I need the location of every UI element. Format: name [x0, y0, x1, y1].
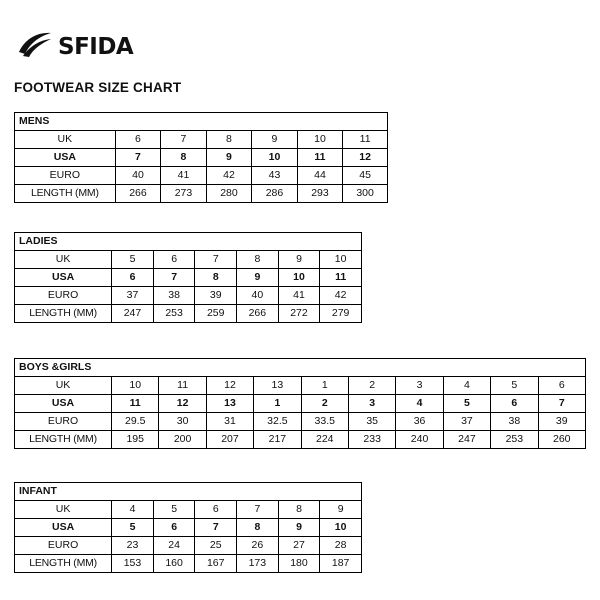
cell: 260 — [538, 431, 585, 449]
cell: 12 — [206, 377, 253, 395]
size-table-mens — [14, 112, 388, 203]
row-label: USA — [15, 149, 116, 167]
cell: 11 — [320, 269, 362, 287]
cell: 39 — [195, 287, 237, 305]
cell: 37 — [443, 413, 490, 431]
cell: 2 — [348, 377, 395, 395]
cell: 28 — [320, 537, 362, 555]
row-label: UK — [15, 251, 112, 269]
cell: 9 — [278, 519, 320, 537]
cell: 10 — [278, 269, 320, 287]
cell: 5 — [491, 377, 538, 395]
table-heading-row — [15, 233, 362, 251]
cell: 286 — [252, 185, 298, 203]
cell: 272 — [278, 305, 320, 323]
table-row — [15, 185, 388, 203]
cell: 6 — [153, 251, 195, 269]
cell: 10 — [320, 519, 362, 537]
cell: 7 — [161, 131, 207, 149]
cell: 9 — [278, 251, 320, 269]
cell: 40 — [115, 167, 161, 185]
cell: 280 — [206, 185, 252, 203]
cell: 42 — [206, 167, 252, 185]
cell: 1 — [301, 377, 348, 395]
cell: 6 — [195, 501, 237, 519]
cell: 9 — [320, 501, 362, 519]
cell: 11 — [297, 149, 343, 167]
table-heading: MENS — [15, 113, 388, 131]
cell: 247 — [443, 431, 490, 449]
table-row — [15, 501, 362, 519]
cell: 41 — [278, 287, 320, 305]
table-row — [15, 377, 586, 395]
cell: 266 — [115, 185, 161, 203]
table-row — [15, 251, 362, 269]
cell: 11 — [112, 395, 159, 413]
cell: 8 — [237, 251, 279, 269]
row-label: USA — [15, 519, 112, 537]
cell: 7 — [538, 395, 585, 413]
cell: 11 — [159, 377, 206, 395]
table-block-boys-girls — [14, 358, 586, 449]
cell: 233 — [348, 431, 395, 449]
cell: 38 — [491, 413, 538, 431]
row-label: UK — [15, 377, 112, 395]
row-label: EURO — [15, 537, 112, 555]
cell: 29.5 — [112, 413, 159, 431]
cell: 9 — [252, 131, 298, 149]
size-table-ladies — [14, 232, 362, 323]
cell: 25 — [195, 537, 237, 555]
cell: 11 — [343, 131, 388, 149]
cell: 37 — [112, 287, 154, 305]
cell: 7 — [115, 149, 161, 167]
cell: 266 — [237, 305, 279, 323]
size-table-boys-girls — [14, 358, 586, 449]
cell: 5 — [443, 395, 490, 413]
cell: 12 — [159, 395, 206, 413]
cell: 32.5 — [254, 413, 301, 431]
cell: 27 — [278, 537, 320, 555]
cell: 153 — [112, 555, 154, 573]
cell: 13 — [206, 395, 253, 413]
row-label: EURO — [15, 413, 112, 431]
cell: 35 — [348, 413, 395, 431]
table-block-mens — [14, 112, 388, 203]
cell: 45 — [343, 167, 388, 185]
cell: 5 — [112, 251, 154, 269]
cell: 24 — [153, 537, 195, 555]
cell: 3 — [396, 377, 443, 395]
cell: 8 — [278, 501, 320, 519]
cell: 279 — [320, 305, 362, 323]
table-row — [15, 305, 362, 323]
cell: 207 — [206, 431, 253, 449]
cell: 195 — [112, 431, 159, 449]
cell: 44 — [297, 167, 343, 185]
row-label: LENGTH (MM) — [15, 185, 116, 203]
table-heading-row — [15, 113, 388, 131]
cell: 217 — [254, 431, 301, 449]
cell: 4 — [443, 377, 490, 395]
cell: 240 — [396, 431, 443, 449]
row-label: LENGTH (MM) — [15, 305, 112, 323]
row-label: UK — [15, 501, 112, 519]
cell: 12 — [343, 149, 388, 167]
table-heading: BOYS &GIRLS — [15, 359, 586, 377]
cell: 31 — [206, 413, 253, 431]
cell: 173 — [237, 555, 279, 573]
cell: 36 — [396, 413, 443, 431]
cell: 23 — [112, 537, 154, 555]
brand-logo — [18, 26, 133, 64]
table-row — [15, 131, 388, 149]
cell: 10 — [320, 251, 362, 269]
cell: 5 — [153, 501, 195, 519]
cell: 13 — [254, 377, 301, 395]
cell: 6 — [115, 131, 161, 149]
cell: 2 — [301, 395, 348, 413]
cell: 180 — [278, 555, 320, 573]
row-label: EURO — [15, 167, 116, 185]
cell: 9 — [237, 269, 279, 287]
table-heading: LADIES — [15, 233, 362, 251]
cell: 43 — [252, 167, 298, 185]
table-row — [15, 519, 362, 537]
cell: 41 — [161, 167, 207, 185]
cell: 6 — [112, 269, 154, 287]
table-heading-row — [15, 359, 586, 377]
cell: 8 — [195, 269, 237, 287]
cell: 167 — [195, 555, 237, 573]
row-label: USA — [15, 269, 112, 287]
cell: 42 — [320, 287, 362, 305]
table-block-infant — [14, 482, 362, 573]
cell: 200 — [159, 431, 206, 449]
table-row — [15, 537, 362, 555]
row-label: USA — [15, 395, 112, 413]
cell: 293 — [297, 185, 343, 203]
cell: 1 — [254, 395, 301, 413]
row-label: LENGTH (MM) — [15, 431, 112, 449]
cell: 7 — [153, 269, 195, 287]
cell: 8 — [237, 519, 279, 537]
row-label: EURO — [15, 287, 112, 305]
table-row — [15, 431, 586, 449]
cell: 4 — [396, 395, 443, 413]
cell: 8 — [161, 149, 207, 167]
cell: 6 — [153, 519, 195, 537]
row-label: LENGTH (MM) — [15, 555, 112, 573]
cell: 300 — [343, 185, 388, 203]
cell: 253 — [153, 305, 195, 323]
cell: 7 — [237, 501, 279, 519]
cell: 40 — [237, 287, 279, 305]
brand-name: SFIDA — [58, 33, 134, 60]
cell: 6 — [538, 377, 585, 395]
table-heading: INFANT — [15, 483, 362, 501]
cell: 7 — [195, 251, 237, 269]
row-label: UK — [15, 131, 116, 149]
sfida-swoosh-icon — [18, 30, 54, 60]
cell: 5 — [112, 519, 154, 537]
table-heading-row — [15, 483, 362, 501]
cell: 160 — [153, 555, 195, 573]
cell: 10 — [297, 131, 343, 149]
table-row — [15, 555, 362, 573]
cell: 273 — [161, 185, 207, 203]
table-row — [15, 413, 586, 431]
size-table-infant — [14, 482, 362, 573]
cell: 4 — [112, 501, 154, 519]
cell: 224 — [301, 431, 348, 449]
cell: 10 — [112, 377, 159, 395]
cell: 8 — [206, 131, 252, 149]
cell: 259 — [195, 305, 237, 323]
cell: 38 — [153, 287, 195, 305]
cell: 247 — [112, 305, 154, 323]
cell: 187 — [320, 555, 362, 573]
cell: 39 — [538, 413, 585, 431]
table-block-ladies — [14, 232, 362, 323]
table-row — [15, 149, 388, 167]
cell: 10 — [252, 149, 298, 167]
page-title: FOOTWEAR SIZE CHART — [14, 80, 182, 95]
cell: 33.5 — [301, 413, 348, 431]
cell: 9 — [206, 149, 252, 167]
table-row — [15, 269, 362, 287]
table-row — [15, 395, 586, 413]
cell: 3 — [348, 395, 395, 413]
cell: 30 — [159, 413, 206, 431]
table-row — [15, 287, 362, 305]
cell: 7 — [195, 519, 237, 537]
cell: 6 — [491, 395, 538, 413]
cell: 253 — [491, 431, 538, 449]
cell: 26 — [237, 537, 279, 555]
table-row — [15, 167, 388, 185]
